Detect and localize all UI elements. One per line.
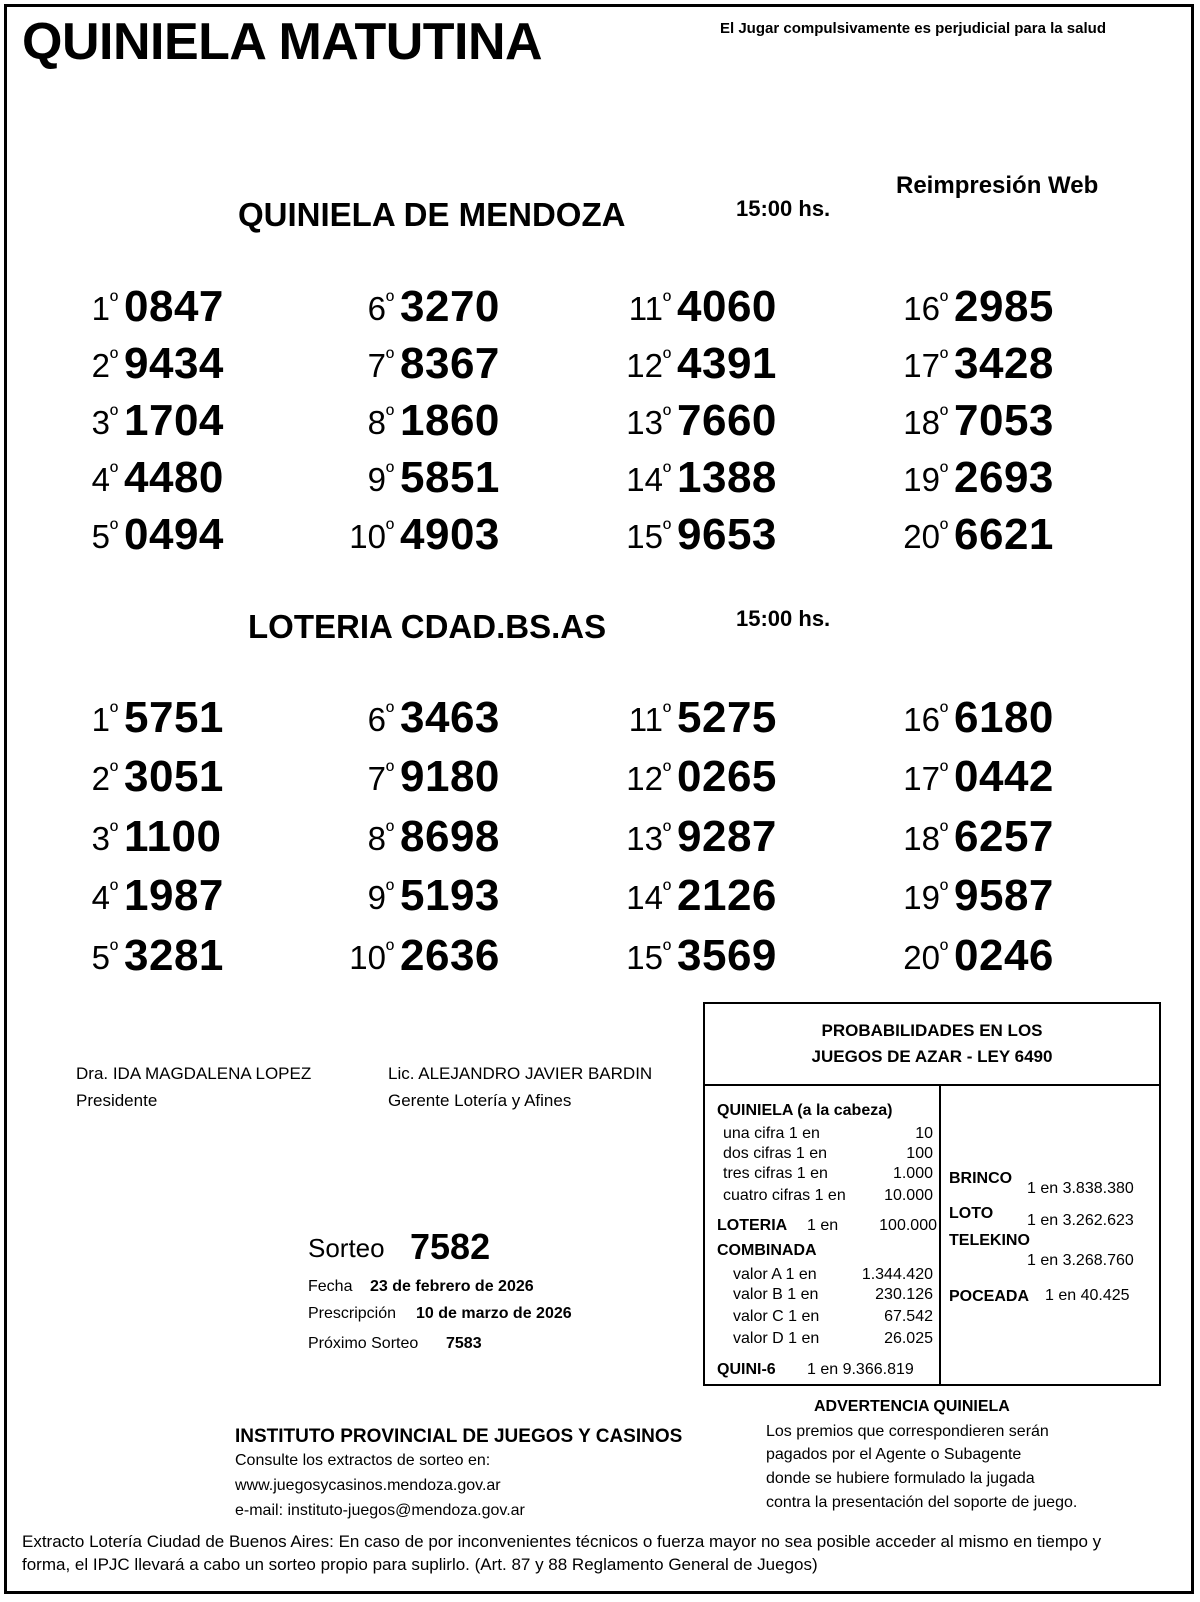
quiniela-row-value: 10 (915, 1125, 933, 1142)
probabilities-title-line1: PROBABILIDADES EN LOS (821, 1021, 1043, 1040)
result-position-number: 11 (628, 290, 663, 327)
ordinal-mark: º (662, 516, 671, 541)
ordinal-mark: º (662, 818, 671, 843)
result-cell (316, 506, 576, 563)
result-cell (316, 689, 576, 746)
footer-line: Extracto Lotería Ciudad de Buenos Aires: En caso de por inconvenientes técnicos o fuerza mayor no sea posible acceder al mismo en tiempo y (22, 1532, 1102, 1551)
result-cell (40, 867, 300, 924)
result-number: 3281 (124, 931, 224, 980)
telekino-prob-label: TELEKINO (949, 1232, 1030, 1249)
result-number: 7660 (677, 396, 777, 445)
results-row (40, 808, 1080, 867)
result-cell (316, 278, 576, 335)
ordinal-mark: º (939, 288, 948, 313)
combinada-row-value: 230.126 (875, 1286, 933, 1303)
combinada-row-label: valor D 1 en (733, 1330, 820, 1347)
result-position-number: 3 (91, 404, 110, 441)
brinco-prob-value: 1 en 3.838.380 (1027, 1180, 1134, 1197)
ordinal-mark: º (385, 758, 394, 783)
result-position-number: 3 (91, 820, 110, 857)
result-cell (40, 392, 300, 449)
institute-line: Consulte los extractos de sorteo en: (235, 1452, 491, 1469)
result-position-number: 5 (91, 518, 110, 555)
result-cell (40, 748, 300, 805)
result-cell (870, 927, 1130, 984)
result-position-number: 8 (367, 404, 386, 441)
result-position-number: 9 (367, 461, 386, 498)
result-cell (870, 689, 1130, 746)
result-cell (870, 278, 1130, 335)
result-cell (870, 808, 1130, 865)
combinada-prob-label: COMBINADA (717, 1242, 817, 1259)
ordinal-mark: º (109, 877, 118, 902)
result-number: 2985 (954, 282, 1054, 331)
result-position-number: 19 (903, 461, 940, 498)
result-cell (870, 506, 1130, 563)
result-position (629, 290, 671, 328)
quiniela-row-label: cuatro cifras 1 en (723, 1187, 846, 1204)
result-position-number: 7 (367, 347, 386, 384)
result-position (903, 939, 948, 977)
result-position-number: 18 (903, 820, 940, 857)
result-number: 5851 (400, 453, 500, 502)
result-position-number: 8 (367, 820, 386, 857)
results-row (40, 867, 1080, 927)
result-position (368, 461, 394, 499)
results-row (40, 927, 1080, 987)
result-position (903, 701, 948, 739)
results-row (40, 748, 1080, 808)
result-position (92, 347, 118, 385)
ordinal-mark: º (662, 288, 671, 313)
loteria-prob-label: LOTERIA (717, 1217, 788, 1234)
result-position-number: 16 (903, 290, 940, 327)
result-position-number: 17 (903, 760, 940, 797)
fecha-label: Fecha (308, 1278, 353, 1295)
result-position-number: 2 (91, 760, 110, 797)
ordinal-mark: º (109, 818, 118, 843)
result-position (903, 347, 948, 385)
result-position (903, 461, 948, 499)
result-number: 3270 (400, 282, 500, 331)
institute-email[interactable]: e-mail: instituto-juegos@mendoza.gov.ar (235, 1502, 525, 1519)
page-title: QUINIELA MATUTINA (22, 13, 543, 71)
result-cell (870, 748, 1130, 805)
result-number: 3428 (954, 339, 1054, 388)
result-number: 1860 (400, 396, 500, 445)
result-position-number: 14 (626, 879, 663, 916)
result-number: 8367 (400, 339, 500, 388)
result-position (92, 404, 118, 442)
result-cell (593, 392, 853, 449)
quiniela-row-label: tres cifras 1 en (723, 1165, 828, 1182)
combinada-row-label: valor C 1 en (733, 1308, 820, 1325)
result-number: 5193 (400, 871, 500, 920)
result-number: 2636 (400, 931, 500, 980)
result-cell (316, 392, 576, 449)
result-position (92, 939, 118, 977)
quini6-prob-label: QUINI-6 (717, 1361, 776, 1378)
result-cell (316, 867, 576, 924)
results-row (40, 335, 1080, 392)
result-cell (593, 927, 853, 984)
result-position (92, 820, 118, 858)
advertencia-title: ADVERTENCIA QUINIELA (814, 1398, 1010, 1415)
loteria-prob-text: 1 en (807, 1217, 839, 1234)
ordinal-mark: º (109, 345, 118, 370)
bsas-time: 15:00 hs. (736, 606, 831, 631)
result-position-number: 16 (903, 701, 940, 738)
advertencia-line: pagados por el Agente o Subagente (766, 1446, 1022, 1463)
ordinal-mark: º (662, 402, 671, 427)
result-position (626, 518, 671, 556)
result-number: 9180 (400, 752, 500, 801)
quini6-prob-value: 1 en 9.366.819 (807, 1361, 914, 1378)
result-position (368, 879, 394, 917)
result-number: 3051 (124, 752, 224, 801)
ordinal-mark: º (939, 516, 948, 541)
quiniela-prob-label: QUINIELA (a la cabeza) (717, 1102, 893, 1119)
bsas-title: LOTERIA CDAD.BS.AS (248, 608, 607, 645)
ordinal-mark: º (109, 402, 118, 427)
result-number: 0246 (954, 931, 1054, 980)
result-cell (40, 506, 300, 563)
advertencia-line: donde se hubiere formulado la jugada (766, 1470, 1035, 1487)
result-cell (593, 335, 853, 392)
ordinal-mark: º (939, 818, 948, 843)
result-position (349, 939, 394, 977)
brinco-prob-label: BRINCO (949, 1170, 1013, 1187)
result-position (626, 879, 671, 917)
result-number: 6257 (954, 812, 1054, 861)
result-position-number: 11 (628, 701, 663, 738)
result-number: 0265 (677, 752, 777, 801)
result-position-number: 19 (903, 879, 940, 916)
result-position (92, 461, 118, 499)
ordinal-mark: º (939, 699, 948, 724)
result-position (626, 939, 671, 977)
result-position-number: 15 (626, 939, 663, 976)
probabilities-header (705, 1004, 1159, 1086)
ordinal-mark: º (385, 818, 394, 843)
result-cell (40, 449, 300, 506)
result-position (349, 518, 394, 556)
result-cell (593, 748, 853, 805)
result-cell (40, 808, 300, 865)
ordinal-mark: º (662, 937, 671, 962)
telekino-prob-value: 1 en 3.268.760 (1027, 1252, 1134, 1269)
results-row (40, 278, 1080, 335)
result-cell (593, 808, 853, 865)
prescripcion-label: Prescripción (308, 1305, 397, 1322)
fecha-value: 23 de febrero de 2026 (370, 1278, 534, 1295)
ordinal-mark: º (385, 699, 394, 724)
loto-prob-value: 1 en 3.262.623 (1027, 1212, 1134, 1229)
mendoza-title: QUINIELA DE MENDOZA (238, 196, 626, 233)
result-position (626, 461, 671, 499)
result-position (368, 347, 394, 385)
result-number: 6180 (954, 693, 1054, 742)
result-position-number: 12 (626, 347, 663, 384)
results-row (40, 449, 1080, 506)
result-position-number: 10 (349, 518, 386, 555)
ordinal-mark: º (109, 758, 118, 783)
mendoza-results-grid (40, 278, 1080, 563)
combinada-row-value: 26.025 (884, 1330, 933, 1347)
signature-right-role: Gerente Lotería y Afines (388, 1091, 572, 1110)
ordinal-mark: º (939, 877, 948, 902)
combinada-row-label: valor A 1 en (733, 1266, 817, 1283)
ordinal-mark: º (385, 345, 394, 370)
result-position-number: 1 (91, 290, 110, 327)
combinada-row-value: 67.542 (884, 1308, 933, 1325)
loteria-prob-value: 100.000 (879, 1217, 937, 1234)
ordinal-mark: º (662, 459, 671, 484)
result-position-number: 6 (367, 290, 386, 327)
results-row (40, 506, 1080, 563)
result-cell (593, 867, 853, 924)
result-number: 0494 (124, 510, 224, 559)
sorteo-number: 7582 (410, 1226, 491, 1267)
result-position (903, 518, 948, 556)
result-position-number: 4 (91, 461, 110, 498)
result-number: 0847 (124, 282, 224, 331)
result-cell (316, 748, 576, 805)
result-number: 1704 (124, 396, 224, 445)
result-position-number: 15 (626, 518, 663, 555)
quiniela-row-label: dos cifras 1 en (723, 1145, 828, 1162)
result-cell (40, 689, 300, 746)
result-position (903, 760, 948, 798)
result-position-number: 10 (349, 939, 386, 976)
result-position (92, 518, 118, 556)
probabilities-box (703, 1002, 1161, 1386)
proximo-label: Próximo Sorteo (308, 1335, 419, 1352)
loto-prob-label: LOTO (949, 1205, 994, 1222)
result-position-number: 18 (903, 404, 940, 441)
result-position (368, 404, 394, 442)
result-cell (593, 689, 853, 746)
result-position-number: 17 (903, 347, 940, 384)
result-cell (316, 335, 576, 392)
result-position (626, 820, 671, 858)
result-cell (870, 867, 1130, 924)
quiniela-row-value: 100 (906, 1145, 933, 1162)
result-position (368, 701, 394, 739)
health-warning: El Jugar compulsivamente es perjudicial para la salud (720, 20, 1106, 37)
result-position-number: 5 (91, 939, 110, 976)
ordinal-mark: º (662, 699, 671, 724)
combinada-row-label: valor B 1 en (733, 1286, 819, 1303)
ordinal-mark: º (385, 459, 394, 484)
quiniela-row-value: 10.000 (884, 1187, 933, 1204)
ordinal-mark: º (385, 402, 394, 427)
result-number: 9434 (124, 339, 224, 388)
result-position (903, 879, 948, 917)
result-position (626, 347, 671, 385)
result-cell (870, 335, 1130, 392)
result-position (92, 760, 118, 798)
ordinal-mark: º (109, 516, 118, 541)
signature-left-name: Dra. IDA MAGDALENA LOPEZ (76, 1064, 312, 1083)
footer-note (22, 1530, 1172, 1576)
result-number: 9587 (954, 871, 1054, 920)
institute-name: INSTITUTO PROVINCIAL DE JUEGOS Y CASINOS (235, 1426, 683, 1447)
ordinal-mark: º (939, 402, 948, 427)
advertencia-line: Los premios que correspondieren serán (766, 1423, 1049, 1440)
proximo-value: 7583 (446, 1335, 482, 1352)
result-position-number: 4 (91, 879, 110, 916)
results-row (40, 392, 1080, 449)
result-number: 9287 (677, 812, 777, 861)
reprint-label: Reimpresión Web (896, 172, 1099, 199)
footer-line: forma, el IPJC llevará a cabo un sorteo propio para suplirlo. (Art. 87 y 88 Reglamento General de Juegos) (22, 1555, 818, 1574)
result-cell (870, 449, 1130, 506)
result-position (903, 820, 948, 858)
result-position-number: 2 (91, 347, 110, 384)
result-cell (593, 449, 853, 506)
result-position (92, 701, 118, 739)
result-position (903, 290, 948, 328)
result-position-number: 7 (367, 760, 386, 797)
result-number: 4391 (677, 339, 777, 388)
probabilities-title-line2: JUEGOS DE AZAR - LEY 6490 (811, 1047, 1053, 1066)
result-position (92, 879, 118, 917)
ordinal-mark: º (939, 937, 948, 962)
ordinal-mark: º (939, 345, 948, 370)
result-cell (316, 449, 576, 506)
signature-left-role: Presidente (76, 1091, 158, 1110)
result-number: 0442 (954, 752, 1054, 801)
result-number: 1388 (677, 453, 777, 502)
result-number: 9653 (677, 510, 777, 559)
ordinal-mark: º (939, 459, 948, 484)
poceada-prob-label: POCEADA (949, 1288, 1030, 1305)
quiniela-row-value: 1.000 (892, 1165, 933, 1182)
institute-website[interactable]: www.juegosycasinos.mendoza.gov.ar (235, 1477, 501, 1494)
poceada-prob-value: 1 en 40.425 (1045, 1287, 1130, 1304)
advertencia-line: contra la presentación del soporte de juego. (766, 1494, 1078, 1511)
result-position (368, 290, 394, 328)
result-position-number: 13 (626, 404, 663, 441)
result-position-number: 20 (903, 939, 940, 976)
result-number: 5751 (124, 693, 224, 742)
result-position-number: 1 (91, 701, 110, 738)
prescripcion-value: 10 de marzo de 2026 (416, 1305, 572, 1322)
result-number: 3463 (400, 693, 500, 742)
result-number: 7053 (954, 396, 1054, 445)
result-number: 5275 (677, 693, 777, 742)
result-cell (316, 927, 576, 984)
result-position-number: 14 (626, 461, 663, 498)
result-number: 4903 (400, 510, 500, 559)
result-position (92, 290, 118, 328)
result-cell (593, 506, 853, 563)
results-row (40, 689, 1080, 748)
ordinal-mark: º (109, 459, 118, 484)
result-cell (593, 278, 853, 335)
result-cell (316, 808, 576, 865)
result-cell (870, 392, 1130, 449)
result-position-number: 20 (903, 518, 940, 555)
ordinal-mark: º (109, 288, 118, 313)
result-number: 4060 (677, 282, 777, 331)
ordinal-mark: º (662, 758, 671, 783)
ordinal-mark: º (109, 699, 118, 724)
ordinal-mark: º (385, 937, 394, 962)
ordinal-mark: º (939, 758, 948, 783)
result-position-number: 6 (367, 701, 386, 738)
result-position (626, 760, 671, 798)
result-cell (40, 335, 300, 392)
result-number: 6621 (954, 510, 1054, 559)
ordinal-mark: º (385, 516, 394, 541)
result-number: 3569 (677, 931, 777, 980)
combinada-row-value: 1.344.420 (861, 1266, 933, 1283)
result-position (903, 404, 948, 442)
result-position-number: 9 (367, 879, 386, 916)
result-number: 4480 (124, 453, 224, 502)
sorteo-label: Sorteo (308, 1233, 385, 1263)
result-number: 1987 (124, 871, 224, 920)
quiniela-row-label: una cifra 1 en (723, 1125, 820, 1142)
result-cell (40, 927, 300, 984)
result-position-number: 13 (626, 820, 663, 857)
result-number: 2693 (954, 453, 1054, 502)
result-position (368, 820, 394, 858)
ordinal-mark: º (385, 288, 394, 313)
ordinal-mark: º (662, 877, 671, 902)
signature-right-name: Lic. ALEJANDRO JAVIER BARDIN (388, 1064, 653, 1083)
mendoza-time: 15:00 hs. (736, 196, 831, 221)
result-number: 1100 (124, 812, 222, 861)
result-position (629, 701, 671, 739)
result-position (368, 760, 394, 798)
ordinal-mark: º (662, 345, 671, 370)
result-position (626, 404, 671, 442)
ordinal-mark: º (385, 877, 394, 902)
result-cell (40, 278, 300, 335)
result-number: 2126 (677, 871, 777, 920)
bsas-results-grid (40, 689, 1080, 987)
ordinal-mark: º (109, 937, 118, 962)
result-number: 8698 (400, 812, 500, 861)
result-position-number: 12 (626, 760, 663, 797)
